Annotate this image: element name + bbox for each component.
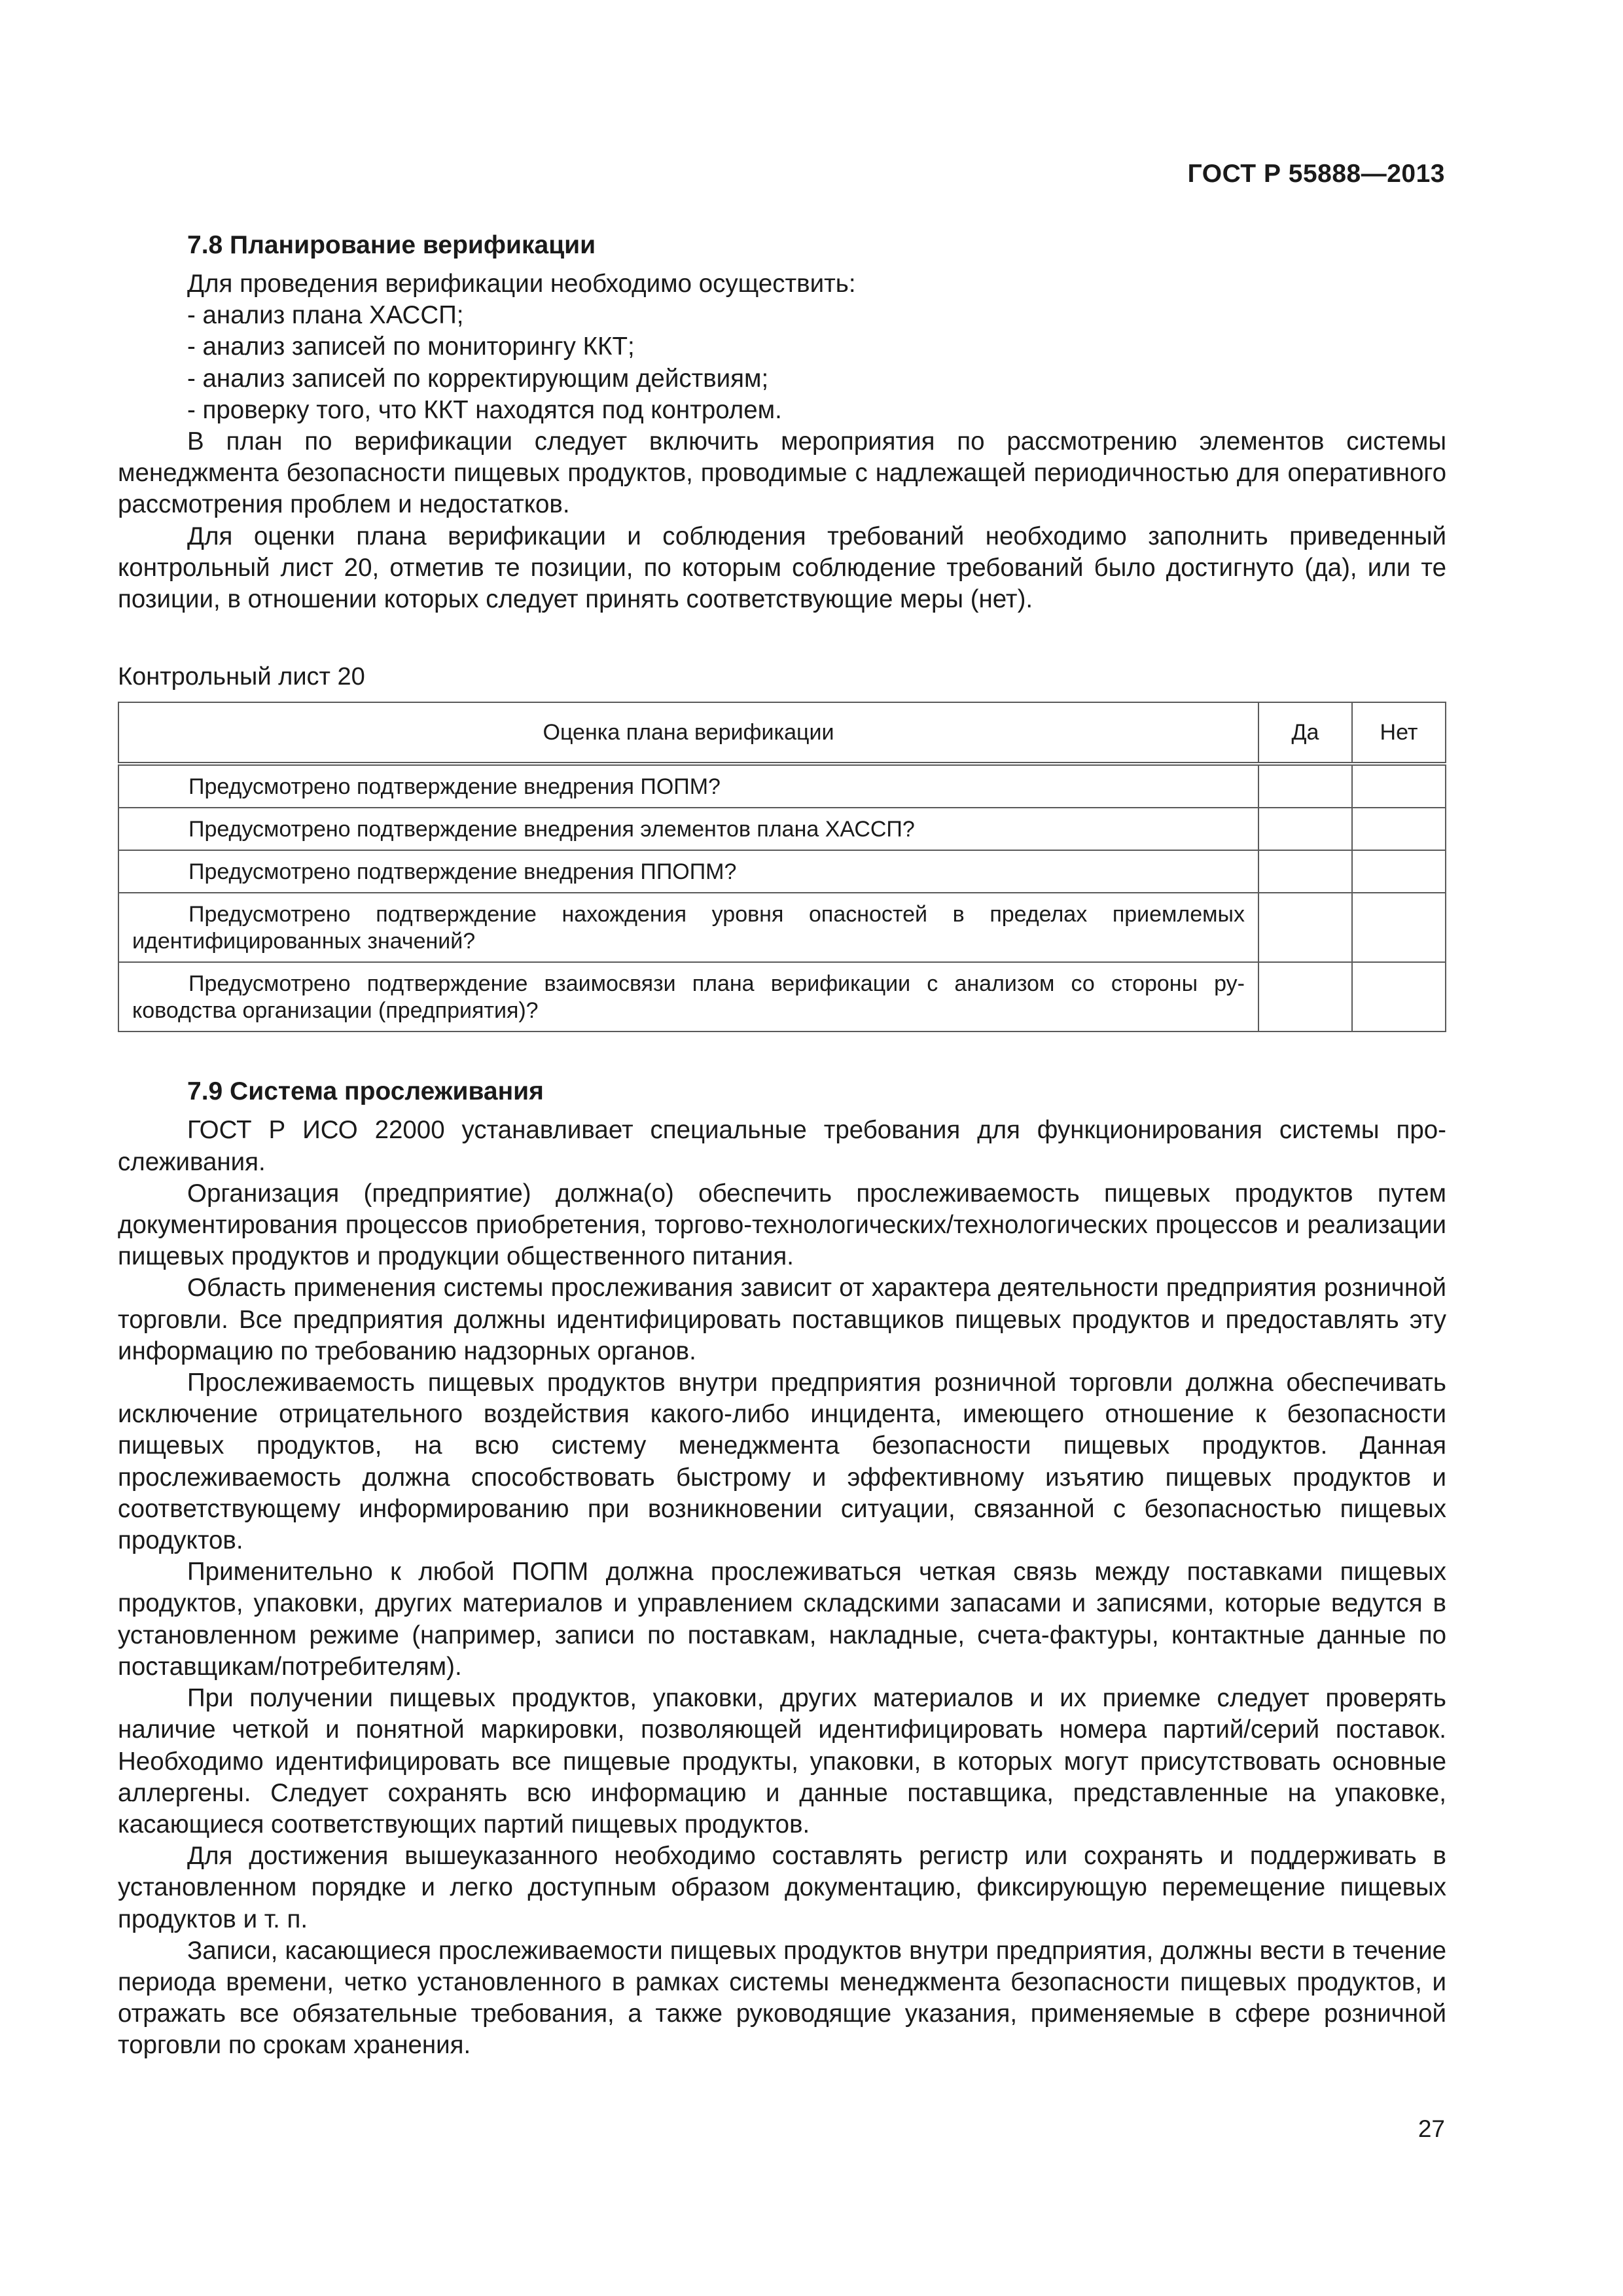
yes-cell[interactable]: [1258, 893, 1352, 962]
no-cell[interactable]: [1352, 808, 1446, 850]
checklist-header-row: [118, 702, 1446, 764]
table-row: [118, 893, 1446, 962]
section-7-8-intro: Для проведения верификации необходимо осуществить:: [187, 270, 856, 298]
document-code: ГОСТ Р 55888—2013: [1187, 160, 1445, 188]
checklist-question: Предусмотрено подтверждение внедрения ППОПМ?: [118, 850, 1258, 893]
paragraph: Применительно к любой ПОПМ должна прослеживаться четкая связь между поставками пищевых продуктов, упаковки, других материалов и управлением складскими запасами и записями, которые ведутся в установленном режиме (например, записи по поставкам, накладные, счета-фактуры, контактные данные по поставщикам/потребителям).: [118, 1558, 1446, 1681]
yes-cell[interactable]: [1258, 850, 1352, 893]
paragraph: Организация (предприятие) должна(о) обеспечить прослеживаемость пищевых продуктов путем документирования процессов приобретения, торгово-технологических/технологических процессов и реализации пищевых продуктов и продукции общественного питания.: [118, 1179, 1446, 1271]
paragraph: При получении пищевых продуктов, упаковки, других материалов и их приемке следует проверять наличие четкой и понятной маркировки, позволяющей идентифицировать номера партий/серий поставок. Необходимо идентифицировать все пищевые продукты, упаковки, в которых могут присутствовать основные аллергены. Следует сохранять всю информацию и данные поставщика, представленные на упаковке, касающиеся соответствующих партий пищевых продуктов.: [118, 1684, 1446, 1839]
paragraph: Для достижения вышеуказанного необходимо составлять регистр или сохранять и поддерживать в установленном порядке и легко доступным образом документацию, фиксирующую перемещение пищевых продуктов и т. п.: [118, 1842, 1446, 1933]
checklist-question: Предусмотрено подтверждение внедрения элементов плана ХАССП?: [118, 808, 1258, 850]
checklist-label: Контрольный лист 20: [118, 663, 365, 691]
table-row: [118, 962, 1446, 1031]
table-row: [118, 808, 1446, 850]
page-content: [118, 229, 1446, 2062]
header-item: Оценка плана верификации: [118, 702, 1258, 764]
checklist-table: [118, 702, 1446, 1032]
checklist-question: Предусмотрено подтверждение нахождения уровня опасностей в пределах приемлемых идентифицированных значений?: [118, 893, 1258, 962]
paragraph: Область применения системы прослеживания зависит от характера деятельности предприятия розничной торговли. Все предприятия должны идентифицировать поставщиков пищевых продуктов и предоставлять эту информацию по требованию надзорных органов.: [118, 1274, 1446, 1365]
section-7-8-title: 7.8 Планирование верификации: [187, 231, 596, 259]
bullet-item: - анализ записей по корректирующим действиям;: [187, 364, 769, 393]
page-number: 27: [1418, 2115, 1445, 2142]
paragraph: Записи, касающиеся прослеживаемости пищевых продуктов внутри предприятия, должны вести в течение периода времени, четко установленного в рамках системы менеджмента безопасности пищевых продуктов, и отражать все обязательные требования, а также руководящие указания, применяемые в сфере розничной торговли по срокам хранения.: [118, 1936, 1446, 2060]
no-cell[interactable]: [1352, 893, 1446, 962]
paragraph: Для оценки плана верификации и соблюдения требований необходимо заполнить приведенный контрольный лист 20, отметив те позиции, по которым соблюдение требований было достигнуто (да), или те позиции, в отношении которых следует принять соответствующие меры (нет).: [118, 522, 1446, 614]
paragraph: В план по верификации следует включить мероприятия по рассмотрению элементов системы менеджмента безопасности пищевых продуктов, проводимые с надлежащей периодичностью для оперативного рассмотрения проблем и недостатков.: [118, 427, 1446, 519]
table-row: [118, 764, 1446, 808]
checklist-question: Предусмотрено подтверждение внедрения ПОПМ?: [118, 764, 1258, 808]
table-row: [118, 850, 1446, 893]
section-7-9-title: 7.9 Система прослеживания: [187, 1077, 544, 1106]
no-cell[interactable]: [1352, 764, 1446, 808]
bullet-item: - проверку того, что ККТ находятся под контролем.: [187, 395, 782, 424]
bullet-item: - анализ записей по мониторингу ККТ;: [187, 332, 635, 361]
checklist-question: Предусмотрено подтверждение взаимосвязи плана верификации с анализом со стороны руководства организации (предприятия)?: [118, 962, 1258, 1031]
yes-cell[interactable]: [1258, 962, 1352, 1031]
header-yes: Да: [1258, 702, 1352, 764]
no-cell[interactable]: [1352, 850, 1446, 893]
header-no: Нет: [1352, 702, 1446, 764]
no-cell[interactable]: [1352, 962, 1446, 1031]
bullet-item: - анализ плана ХАССП;: [187, 301, 464, 330]
paragraph: ГОСТ Р ИСО 22000 устанавливает специальные требования для функционирования системы прослеживания.: [118, 1116, 1446, 1176]
yes-cell[interactable]: [1258, 808, 1352, 850]
yes-cell[interactable]: [1258, 764, 1352, 808]
paragraph: Прослеживаемость пищевых продуктов внутри предприятия розничной торговли должна обеспечивать исключение отрицательного воздействия какого-либо инцидента, имеющего отношение к безопасности пищевых продуктов, на всю систему менеджмента безопасности пищевых продуктов. Данная прослеживаемость должна способствовать быстрому и эффективному изъятию пищевых продуктов и соответствующему информированию при возникновении ситуации, связанной с безопасностью пищевых продуктов.: [118, 1369, 1446, 1555]
